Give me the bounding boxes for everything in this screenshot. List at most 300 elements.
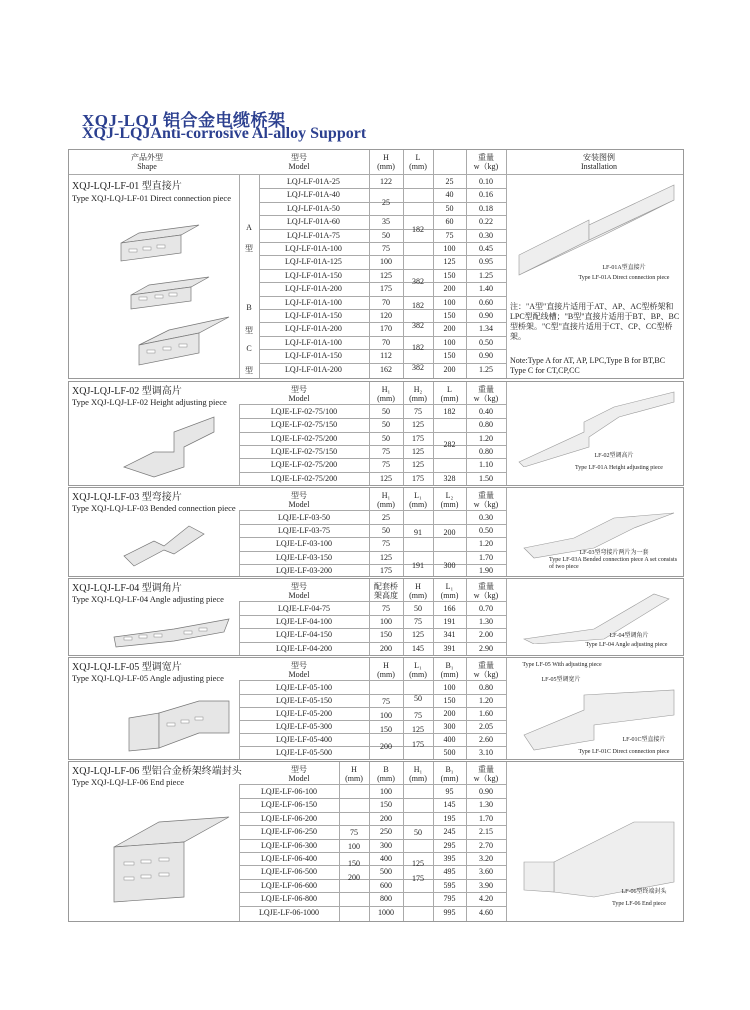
header-install-cn: 安装图例 (583, 153, 615, 162)
section-subtitle: Type XQJ-LQJ-LF-05 Angle adjusting piece (72, 673, 224, 683)
value-cell: 2.60 (479, 735, 493, 744)
model-cell: LQJE-LF-03-150 (276, 552, 332, 562)
value-cell: 600 (380, 880, 392, 890)
install-sub: Type LF-01C Direct connection piece (578, 749, 670, 755)
value-cell: 200 (443, 284, 456, 294)
row-divider (239, 879, 506, 880)
model-cell: LQJE-LF-06-800 (261, 894, 317, 904)
l-merged: 182 (443, 407, 456, 416)
row-divider (239, 458, 506, 459)
value-cell: 145 (412, 643, 424, 653)
header-h1: H₁ (381, 385, 391, 394)
value-cell: 175 (380, 284, 392, 294)
value-cell: 1.20 (479, 433, 493, 443)
value-cell: 191 (443, 617, 456, 627)
group-b: B (246, 303, 252, 312)
value-cell: 145 (443, 800, 456, 810)
model-cell: LQJE-LF-06-600 (261, 880, 317, 890)
model-cell: LQJE-LF-05-500 (276, 748, 332, 757)
header-l2: L₂ (445, 491, 454, 500)
header-l: L (415, 153, 421, 162)
value-cell: 1.20 (479, 539, 493, 549)
value-cell: 295 (443, 840, 456, 850)
value-cell: 0.60 (479, 297, 493, 307)
value-cell: 391 (443, 643, 456, 653)
h-value: 200 (380, 742, 392, 751)
l2-merged: 300 (443, 561, 456, 570)
value-cell: 200 (443, 324, 456, 334)
row-divider (239, 892, 506, 893)
value-cell: 125 (412, 630, 424, 640)
model-cell: LQJE-LF-06-400 (261, 854, 317, 863)
height-adjusting-piece-drawing (114, 412, 234, 482)
model-cell: LQJE-LF-02-75/200 (270, 473, 338, 483)
section-title: XQJ-LQJ-LF-05 型调宽片 (72, 662, 182, 673)
section-title: XQJ-LQJ-LF-01 型直接片 (72, 181, 182, 192)
value-cell: 2.70 (479, 840, 493, 850)
install-sub: Type LF-04 Angle adjusting piece (585, 642, 668, 648)
value-cell: 120 (380, 311, 392, 320)
header-weight-cn: 重量 (478, 385, 494, 394)
section-title: XQJ-LQJ-LF-04 型调角片 (72, 583, 182, 594)
model-cell: LQJ-LF-01A-60 (287, 217, 340, 227)
h-value: 75 (350, 828, 358, 837)
header-model-en: Model (288, 162, 310, 171)
header-b1-unit: (mm) (440, 774, 459, 783)
row-divider (239, 852, 506, 853)
model-cell: LQJE-LF-06-100 (261, 787, 317, 796)
value-cell: 70 (382, 337, 390, 347)
value-cell: 35 (382, 217, 390, 227)
model-cell: LQJE-LF-02-75/200 (270, 433, 338, 443)
group-a: A (246, 223, 252, 232)
header-l1-unit: (mm) (409, 500, 427, 509)
value-cell: 795 (443, 894, 456, 904)
row-divider (239, 906, 506, 907)
value-cell: 800 (380, 894, 392, 904)
h-value: 100 (380, 711, 392, 720)
h1-value: 125 (412, 859, 424, 868)
section-title: XQJ-LQJ-LF-02 型调高片 (72, 386, 182, 397)
model-cell: LQJE-LF-05-400 (276, 735, 332, 744)
value-cell: 75 (382, 604, 390, 613)
header-weight-unit: w（kg) (473, 500, 499, 509)
header-tray-height-2: 架高度 (374, 591, 398, 600)
value-cell: 125 (443, 257, 456, 267)
section-lf03 (68, 487, 684, 577)
header-h2: H₂ (413, 385, 423, 394)
value-cell: 175 (380, 565, 392, 575)
model-cell: LQJ-LF-01A-150 (285, 270, 342, 280)
value-cell: 125 (412, 460, 424, 470)
h-value: 150 (380, 725, 392, 734)
h-value: 75 (382, 697, 390, 706)
header-h-unit: (mm) (377, 670, 395, 679)
header-model-cn: 型号 (291, 661, 307, 670)
header-model-en: Model (288, 500, 310, 509)
header-b1: B₁ (445, 765, 454, 774)
header-h: H (351, 765, 357, 774)
page-title-cn: XQJ-LQJ 铝合金电缆桥架 (82, 111, 286, 130)
value-cell: 125 (380, 552, 392, 562)
value-cell: 112 (380, 351, 392, 361)
header-h-unit: (mm) (345, 774, 363, 783)
value-cell: 1.70 (479, 813, 493, 823)
model-cell: LQJE-LF-02-75/150 (270, 446, 338, 456)
section-subtitle: Type XQJ-LQJ-LF-03 Bended connection piece (72, 503, 236, 513)
row-divider (239, 472, 506, 473)
value-cell: 50 (382, 420, 390, 430)
value-cell: 70 (382, 297, 390, 307)
model-cell: LQJE-LF-04-75 (278, 604, 330, 613)
section-subtitle: Type XQJ-LQJ-LF-06 End piece (72, 777, 185, 787)
value-cell: 170 (380, 324, 392, 334)
header-h-unit: (mm) (377, 162, 395, 171)
value-cell: 1.40 (479, 284, 493, 294)
install-sub: Type LF-06 End piece (612, 901, 666, 907)
model-cell: LQJE-LF-06-250 (261, 827, 317, 837)
value-cell: 75 (382, 460, 390, 470)
value-cell: 3.20 (479, 854, 493, 863)
l1-merged: 191 (412, 561, 424, 570)
model-cell: LQJ-LF-01A-100 (285, 297, 342, 307)
section-subtitle: Type XQJ-LQJ-LF-04 Angle adjusting piece (72, 594, 224, 604)
value-cell: 0.30 (479, 513, 493, 522)
value-cell: 500 (443, 748, 456, 757)
value-cell: 3.90 (479, 880, 493, 890)
header-model-en: Model (288, 591, 310, 600)
model-cell: LQJE-LF-04-100 (276, 617, 332, 627)
value-cell: 50 (382, 433, 390, 443)
value-cell: 3.10 (479, 748, 493, 757)
header-weight-unit: w（kg) (473, 670, 499, 679)
header-install-en: Installation (581, 162, 617, 171)
header-weight-unit: w（kg) (473, 162, 499, 171)
value-cell: 0.95 (479, 257, 493, 267)
model-cell: LQJE-LF-03-50 (278, 513, 330, 522)
l-merged: 182 (412, 343, 424, 352)
value-cell: 0.45 (479, 244, 493, 253)
value-cell: 200 (380, 813, 392, 823)
value-cell: 4.20 (479, 894, 493, 904)
model-cell: LQJE-LF-03-200 (276, 565, 332, 575)
page-title-en: XQJ-LQJAnti-corrosive Al-alloy Support (82, 125, 367, 142)
row-divider (259, 215, 506, 216)
value-cell: 75 (445, 230, 454, 240)
value-cell: 50 (382, 526, 390, 536)
row-divider (259, 255, 506, 256)
l-merged: 382 (412, 363, 424, 372)
row-divider (239, 694, 506, 695)
model-cell: LQJ-LF-01A-100 (285, 244, 342, 253)
value-cell: 100 (380, 257, 392, 267)
model-cell: LQJE-LF-06-150 (261, 800, 317, 810)
model-cell: LQJE-LF-06-200 (261, 813, 317, 823)
value-cell: 162 (380, 364, 392, 374)
header-l1-unit: (mm) (409, 670, 427, 679)
value-cell: 75 (414, 617, 422, 627)
header-l1: L₁ (414, 491, 422, 500)
value-cell: 122 (380, 177, 392, 186)
value-cell: 300 (443, 722, 456, 731)
end-piece-drawing (99, 807, 234, 917)
value-cell: 995 (443, 907, 456, 917)
value-cell: 150 (443, 270, 456, 280)
section-lf01 (68, 149, 684, 379)
model-cell: LQJE-LF-06-1000 (259, 907, 319, 917)
value-cell: 0.80 (479, 420, 493, 430)
value-cell: 4.60 (479, 907, 493, 917)
header-weight-cn: 重量 (478, 765, 494, 774)
value-cell: 50 (382, 230, 390, 240)
value-cell: 125 (380, 270, 392, 280)
h-value: 100 (348, 842, 360, 851)
model-cell: LQJE-LF-02-75/100 (270, 407, 338, 416)
header-l1: L₁ (414, 661, 422, 670)
value-cell: 100 (443, 297, 456, 307)
model-cell: LQJE-LF-05-200 (276, 709, 332, 718)
section-lf04 (68, 578, 684, 656)
value-cell: 150 (443, 351, 456, 361)
section-subtitle: Type XQJ-LQJ-LF-02 Height adjusting piece (72, 397, 227, 407)
group-c-xing: 型 (245, 366, 253, 375)
value-cell: 500 (380, 867, 392, 877)
value-cell: 1.25 (479, 270, 493, 280)
header-shape-en: Shape (137, 162, 157, 171)
value-cell: 2.90 (479, 643, 493, 653)
bended-connection-piece-drawing (109, 516, 234, 576)
value-cell: 1.10 (479, 460, 493, 470)
header-b: B (383, 765, 389, 774)
value-cell: 50 (382, 407, 390, 416)
row-divider (239, 825, 506, 826)
row-divider (239, 720, 506, 721)
width-adjusting-piece-drawing (119, 693, 234, 753)
row-divider (259, 336, 506, 337)
value-cell: 400 (380, 854, 392, 863)
direct-connection-piece-drawing (109, 205, 234, 375)
value-cell: 245 (443, 827, 456, 837)
header-tray-height: 配套桥 (374, 582, 398, 591)
value-cell: 0.90 (479, 787, 493, 796)
value-cell: 1.20 (479, 696, 493, 705)
model-cell: LQJE-LF-02-75/150 (270, 420, 338, 430)
install-label: LF-06型终端封头 (621, 889, 667, 895)
value-cell: 341 (443, 630, 456, 640)
model-cell: LQJ-LF-01A-25 (287, 177, 340, 186)
header-model-cn: 型号 (291, 385, 307, 394)
install-label: LF-02型调高片 (594, 453, 634, 459)
header-model-en: Model (288, 394, 310, 403)
section-lf02 (68, 381, 684, 486)
value-cell: 95 (445, 787, 454, 796)
row-divider (239, 615, 506, 616)
header-weight-cn: 重量 (478, 153, 494, 162)
angle-adjusting-piece-drawing (104, 607, 234, 652)
model-cell: LQJE-LF-05-150 (276, 696, 332, 705)
header-b-unit: (mm) (377, 774, 395, 783)
header-h1: H₁ (381, 491, 391, 500)
header-b1: B₁ (445, 661, 454, 670)
value-cell: 250 (380, 827, 392, 837)
row-divider (259, 322, 506, 323)
value-cell: 200 (443, 364, 456, 374)
value-cell: 125 (380, 473, 392, 483)
value-cell: 0.90 (479, 311, 493, 320)
model-cell: LQJ-LF-01A-200 (285, 364, 342, 374)
header-h: H (415, 582, 421, 591)
header-model-cn: 型号 (291, 582, 307, 591)
h-merged: 25 (382, 198, 390, 207)
value-cell: 166 (443, 604, 456, 613)
value-cell: 0.50 (479, 337, 493, 347)
header-l1: L₁ (445, 582, 454, 591)
model-cell: LQJE-LF-04-200 (276, 643, 332, 653)
header-model-en: Model (288, 670, 310, 679)
l1-value: 75 (414, 711, 422, 720)
row-divider (259, 188, 506, 189)
install-sub: Type LF-01A Height adjusting piece (575, 465, 663, 471)
value-cell: 495 (443, 867, 456, 877)
l-merged: 182 (412, 225, 424, 234)
header-h-unit: (mm) (409, 591, 427, 600)
install-label: LF-04型调角片 (609, 633, 649, 639)
value-cell: 395 (443, 854, 456, 863)
model-cell: LQJ-LF-01A-40 (287, 190, 340, 200)
header-weight-cn: 重量 (478, 582, 494, 591)
value-cell: 595 (443, 880, 456, 890)
header-model-cn: 型号 (291, 491, 307, 500)
value-cell: 0.30 (479, 230, 493, 240)
header-model-en: Model (288, 774, 310, 783)
value-cell: 195 (443, 813, 456, 823)
model-cell: LQJ-LF-01A-150 (285, 311, 342, 320)
l-merged: 182 (412, 301, 424, 310)
header-l-unit: (mm) (409, 162, 427, 171)
model-cell: LQJE-LF-06-300 (261, 840, 317, 850)
model-cell: LQJE-LF-03-75 (278, 526, 330, 536)
model-cell: LQJ-LF-01A-200 (285, 284, 342, 294)
row-divider (259, 296, 506, 297)
value-cell: 0.90 (479, 351, 493, 361)
model-cell: LQJ-LF-01A-75 (287, 230, 340, 240)
value-cell: 1.90 (479, 565, 493, 575)
row-divider (239, 812, 506, 813)
row-divider (239, 551, 506, 552)
model-cell: LQJE-LF-03-100 (276, 539, 332, 549)
value-cell: 50 (414, 604, 422, 613)
header-l1-unit: (mm) (440, 591, 459, 600)
model-cell: LQJ-LF-01A-200 (285, 324, 342, 334)
value-cell: 150 (380, 800, 392, 810)
value-cell: 1.60 (479, 709, 493, 718)
header-model-cn: 型号 (291, 765, 307, 774)
header-h1: H₁ (413, 765, 423, 774)
install-label-2: LF-01C型直接片 (622, 737, 666, 743)
model-cell: LQJE-LF-02-75/200 (270, 460, 338, 470)
row-divider (239, 839, 506, 840)
value-cell: 200 (443, 709, 456, 718)
row-divider (239, 642, 506, 643)
row-divider (239, 432, 506, 433)
value-cell: 125 (412, 420, 424, 430)
value-cell: 0.50 (479, 526, 493, 536)
header-h1-unit: (mm) (377, 500, 395, 509)
group-b-xing: 型 (245, 326, 253, 335)
group-c: C (246, 344, 252, 353)
value-cell: 175 (412, 473, 424, 483)
value-cell: 100 (443, 337, 456, 347)
value-cell: 40 (445, 190, 454, 200)
model-cell: LQJE-LF-05-100 (276, 683, 332, 692)
value-cell: 0.80 (479, 446, 493, 456)
l1-merged: 91 (414, 528, 422, 537)
model-cell: LQJ-LF-01A-50 (287, 203, 340, 213)
l-merged: 382 (412, 321, 424, 330)
value-cell: 200 (380, 643, 392, 653)
row-divider (239, 537, 506, 538)
model-cell: LQJ-LF-01A-100 (285, 337, 342, 347)
l1-value: 125 (412, 725, 424, 734)
row-divider (259, 242, 506, 243)
header-h2-unit: (mm) (409, 394, 427, 403)
install-sub: Type LF-03A Bended connection piece A set consists of two piece (549, 557, 678, 570)
section-title: XQJ-LQJ-LF-06 型铝合金桥架终端封头 (72, 766, 242, 777)
value-cell: 0.16 (479, 190, 493, 200)
header-model-cn: 型号 (291, 153, 307, 162)
value-cell: 2.00 (479, 630, 493, 640)
header-weight-unit: w（kg) (473, 774, 499, 783)
group-a-xing: 型 (245, 244, 253, 253)
value-cell: 100 (380, 787, 392, 796)
row-divider (259, 282, 506, 283)
header-l: L (447, 385, 452, 394)
value-cell: 400 (443, 735, 456, 744)
value-cell: 75 (382, 244, 390, 253)
value-cell: 1.30 (479, 617, 493, 627)
row-divider (239, 524, 506, 525)
value-cell: 100 (443, 244, 456, 253)
note-cn: 注："A型"直接片适用于AT、AP、AC型桥架和LPC型配线槽；"B型"直接片适用于BT、BP、BC型桥架。"C型"直接片适用于CT、CP、CC型桥架。 (510, 302, 680, 341)
value-cell: 1.25 (479, 364, 493, 374)
value-cell: 100 (443, 683, 456, 692)
row-divider (239, 865, 506, 866)
install-sub: Type LF-01A Direct connection piece (578, 275, 670, 281)
row-divider (259, 269, 506, 270)
row-divider (259, 363, 506, 364)
install-top: Type LF-05 With adjusting piece (522, 662, 602, 668)
model-cell: LQJ-LF-01A-125 (285, 257, 342, 267)
value-cell: 0.22 (479, 217, 493, 227)
section-subtitle: Type XQJ-LQJ-LF-01 Direct connection piece (72, 193, 231, 203)
value-cell: 0.80 (479, 683, 493, 692)
value-cell: 0.10 (479, 177, 493, 186)
value-cell: 150 (443, 311, 456, 320)
h1-value: 50 (414, 828, 422, 837)
install-label: LF-05型调宽片 (541, 677, 581, 683)
header-l-unit: (mm) (440, 394, 459, 403)
value-cell: 2.15 (479, 827, 493, 837)
section-title: XQJ-LQJ-LF-03 型弯接片 (72, 492, 182, 503)
value-cell: 25 (382, 513, 390, 522)
value-cell: 150 (443, 696, 456, 705)
header-weight-cn: 重量 (478, 661, 494, 670)
section-lf06 (68, 761, 684, 922)
value-cell: 125 (412, 446, 424, 456)
h-value: 150 (348, 859, 360, 868)
header-h: H (383, 661, 389, 670)
l-merged: 328 (443, 474, 456, 483)
